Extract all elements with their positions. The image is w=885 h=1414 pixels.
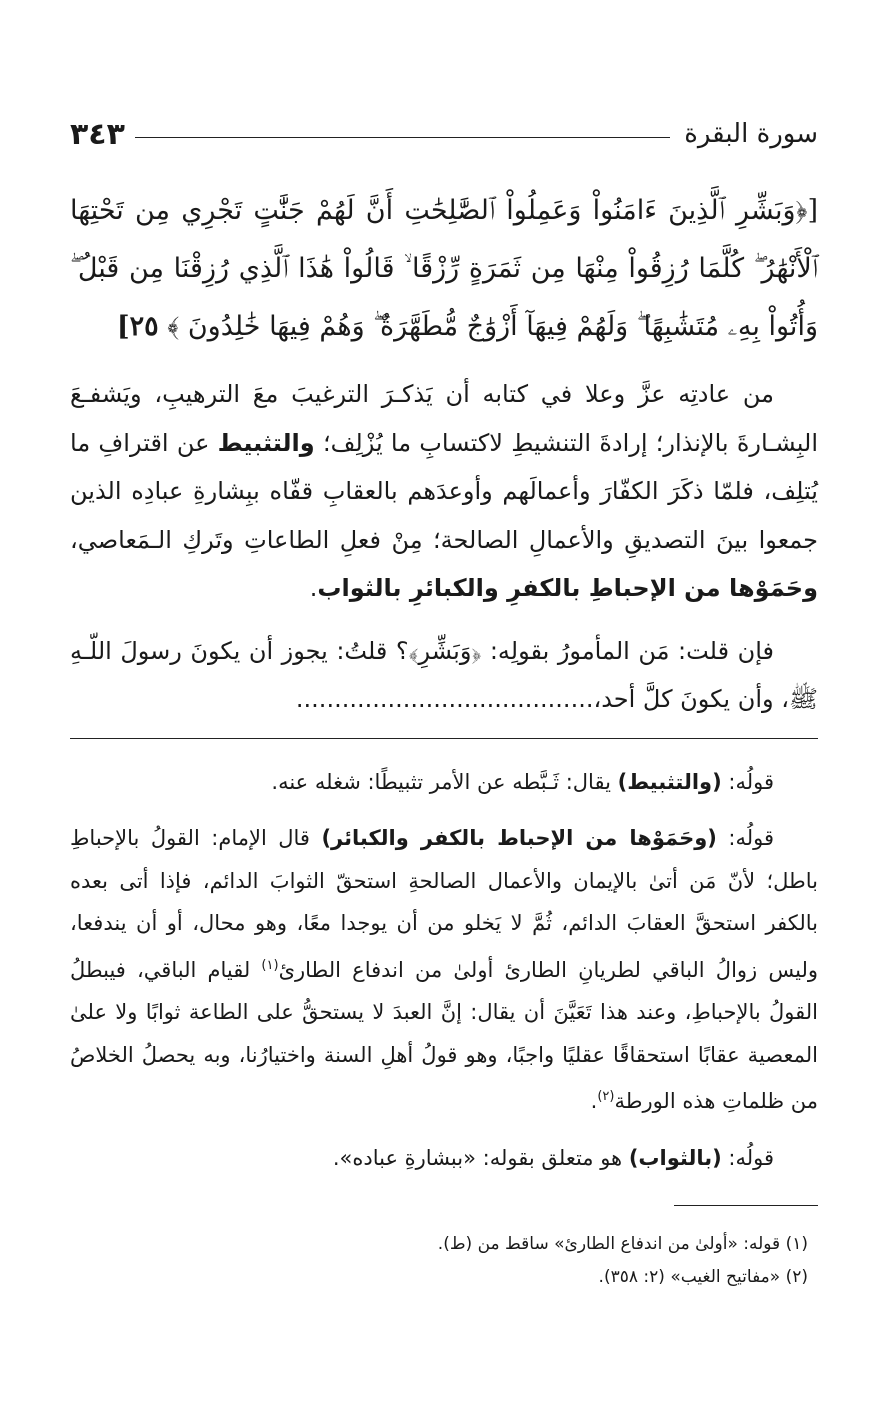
main-paragraph: [70, 627, 818, 724]
commentary-divider: [70, 738, 818, 739]
highlighted-phrase: وحَمَوْها من الإحباطِ بالكفرِ والكبائرِ بالثواب: [317, 574, 818, 602]
text-run: .: [309, 574, 318, 602]
commentary-paragraph: [70, 1137, 818, 1180]
text-run: قولُه:: [716, 826, 774, 850]
quran-verse: [70, 182, 818, 356]
text-run: قال الإمام: القولُ بالإحباطِ باطل؛ لأنّ مَن أتىٰ بالإيمان والأعمال الصالحةِ استحقّ الثوابَ الدائم، فإذا أتى بعده بالكفر استحقَّ العقابَ الدائم، ثُمَّ لا يَخلو من أن يوجدا معًا، وهو محال، أو أن يندفعا، وليس زوالُ الباقي لطريانِ الطارئ أولىٰ من اندفاع الطارئ: [70, 826, 819, 982]
footnotes: [70, 1228, 818, 1294]
footnote-divider: [674, 1205, 818, 1206]
highlighted-phrase: والتثبيط: [217, 428, 315, 457]
book-page: [70, 110, 818, 1294]
commentary-paragraph: [70, 761, 818, 804]
text-run: هو متعلق بقوله: «ببشارةِ عباده».: [332, 1145, 629, 1170]
main-text: [70, 370, 818, 724]
page-number: ٣٤٣: [70, 116, 125, 152]
commentary-paragraph: [70, 817, 818, 1123]
footnote: (٢) «مفاتيح الغيب» (٢: ٣٥٨).: [598, 1267, 808, 1287]
quoted-phrase: (بالثواب): [628, 1145, 722, 1170]
quoted-phrase: (وحَمَوْها من الإحباط بالكفر والكبائر): [321, 826, 717, 850]
footnote-marker: (٢): [597, 1089, 615, 1104]
text-run: قولُه:: [721, 769, 774, 794]
text-run: قولُه:: [721, 1145, 774, 1170]
surah-title: سورة البقرة: [684, 119, 818, 149]
header-rule: [135, 137, 670, 138]
commentary-section: [70, 761, 818, 1180]
running-header: [70, 110, 818, 158]
text-run: لقيام الباقي، فيبطلُ القولُ بالإحباطِ، وعند هذا تَعَيَّنَ أن يقال: إنَّ العبدَ لا يستحقُّ على الطاعة ثوابًا ولا علىٰ المعصية عقابًا استحقاقًا عقليًا واجبًا، وهو قولُ أهلِ السنة واختيارُنا، وبه يحصلُ الخلاصُ من ظلماتِ هذه الورطة: [70, 957, 818, 1113]
text-run: يقال: ثَـبَّطه عن الأمر تثبيطًا: شغله عنه.: [271, 769, 618, 794]
text-run: فإن قلت: مَن المأمورُ بقولِه: ﴿وَبَشِّرِ﴾؟ قلتُ: يجوز أن يكونَ رسولَ اللّـهِ ﷺ، وأن يكونَ كلَّ أحد،.......................................: [70, 636, 818, 713]
quoted-phrase: (والتثبيط): [617, 769, 722, 794]
text-run: عن اقترافِ ما يُتلِف، فلمّا ذكَرَ الكفّارَ وأعمالَهم وأوعدَهم بالعقابِ قفّاه ببِشارةِ عبادِه الذين جمعوا بينَ التصديقِ والأعمالِ الصالحة؛ مِنْ فعلِ الطاعاتِ وتَركِ الـمَعاصي،: [70, 428, 818, 554]
text-run: من عادتِه عزَّ وعلا في كتابه أن يَذكـرَ الترغيبَ معَ الترهيبِ، ويَشفـعَ البِشـارةَ بالإنذار؛ إرادةَ التنشيطِ لاكتسابِ ما يُزْلِف؛: [70, 380, 818, 457]
footnote: (١) قوله: «أولىٰ من اندفاع الطارئ» ساقط من (ط).: [437, 1234, 808, 1254]
main-paragraph: [70, 370, 818, 613]
verse-number: ٢٥]: [116, 311, 159, 342]
text-run: .: [590, 1089, 598, 1113]
verse-text: [﴿وَبَشِّرِ ٱلَّذِينَ ءَامَنُواْ وَعَمِلُواْ ٱلصَّٰلِحَٰتِ أَنَّ لَهُمْ جَنَّٰتٍ تَجْرِي مِن تَحْتِهَا ٱلْأَنْهَٰرُ ۖ كُلَّمَا رُزِقُواْ مِنْهَا مِن ثَمَرَةٍ رِّزْقًا ۙ قَالُواْ هَٰذَا ٱلَّذِي رُزِقْنَا مِن قَبْلُ ۖ وَأُتُواْ بِهِۦ مُتَشَٰبِهًا ۖ وَلَهُمْ فِيهَآ أَزْوَٰجٌ مُّطَهَّرَةٌ ۖ وَهُمْ فِيهَا خَٰلِدُونَ ﴾: [70, 195, 818, 342]
footnote-marker: (١): [261, 957, 279, 973]
